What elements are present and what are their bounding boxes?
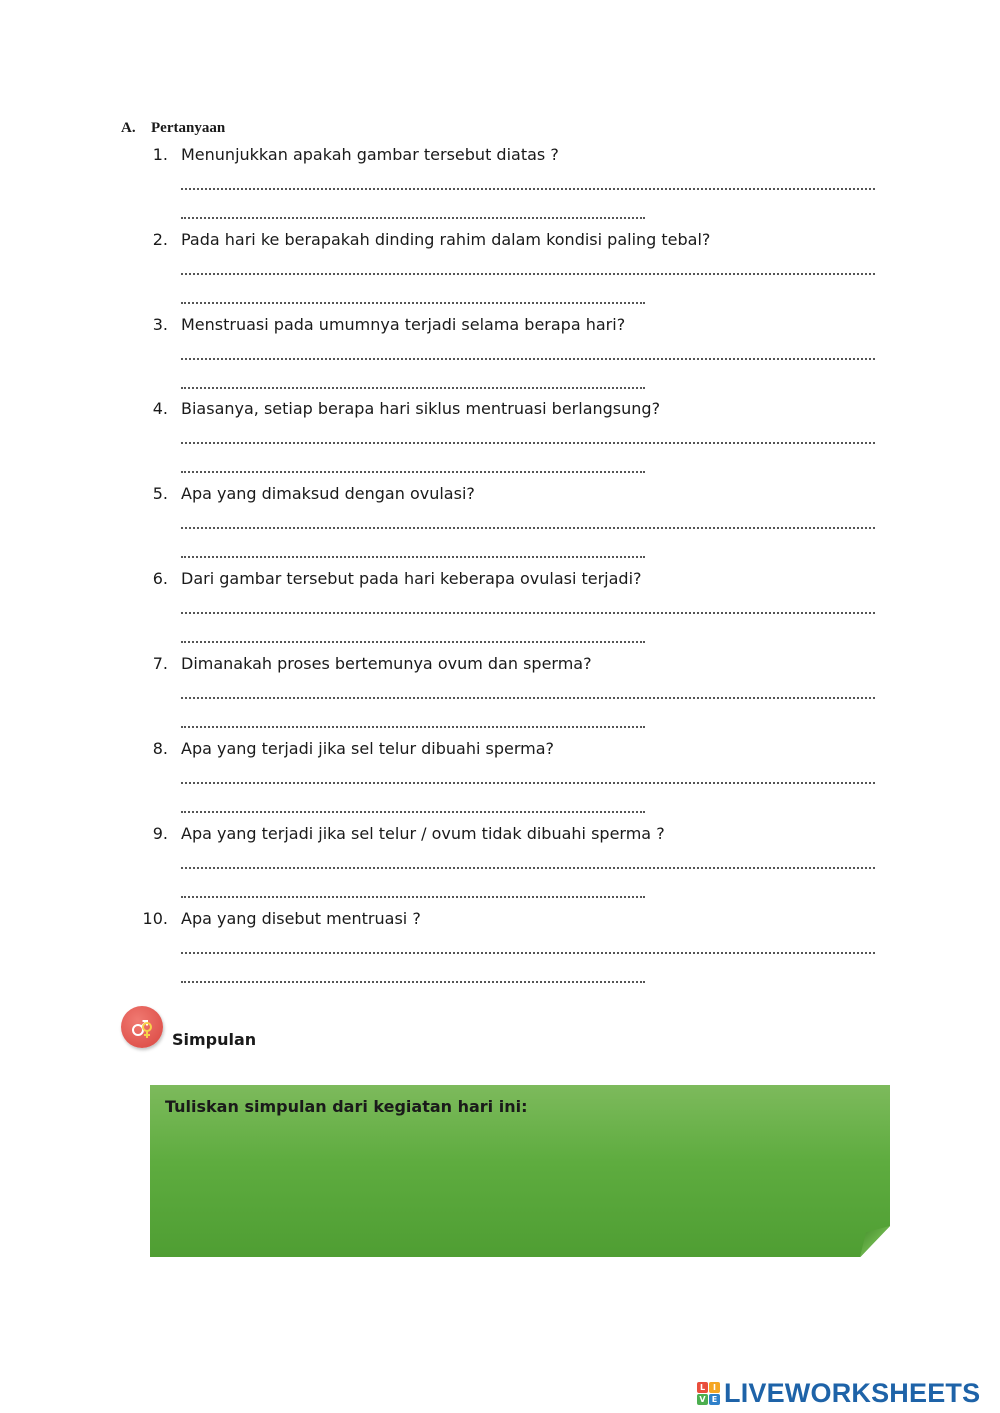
question-text: Apa yang dimaksud dengan ovulasi? — [181, 484, 475, 503]
question-number: 1. — [152, 145, 168, 164]
question-text: Dimanakah proses bertemunya ovum dan sperma? — [181, 654, 592, 673]
question-4 — [140, 398, 880, 483]
simpulan-prompt: Tuliskan simpulan dari kegiatan hari ini: — [165, 1097, 528, 1116]
answer-line-2[interactable] — [181, 811, 645, 813]
gender-symbols-icon — [121, 1006, 163, 1048]
answer-line-2[interactable] — [181, 387, 645, 389]
liveworksheets-logo-icon — [697, 1382, 720, 1405]
question-number: 5. — [152, 484, 168, 503]
question-text: Apa yang disebut mentruasi ? — [181, 909, 421, 928]
answer-line-1[interactable] — [181, 273, 875, 275]
question-5 — [140, 483, 880, 568]
section-title: Pertanyaan — [151, 120, 226, 136]
question-text: Pada hari ke berapakah dinding rahim dalam kondisi paling tebal? — [181, 230, 711, 249]
question-number: 8. — [152, 739, 168, 758]
question-1 — [140, 144, 880, 229]
answer-line-1[interactable] — [181, 188, 875, 190]
answer-line-2[interactable] — [181, 302, 645, 304]
logo-letter-v: V — [697, 1394, 708, 1405]
section-letter: A. — [121, 120, 136, 136]
simpulan-title: Simpulan — [172, 1030, 257, 1049]
answer-line-1[interactable] — [181, 358, 875, 360]
question-number: 9. — [152, 824, 168, 843]
answer-line-2[interactable] — [181, 217, 645, 219]
question-2 — [140, 229, 880, 314]
brand-name: LIVEWORKSHEETS — [724, 1377, 981, 1408]
answer-line-1[interactable] — [181, 527, 875, 529]
question-8 — [140, 738, 880, 823]
question-number: 2. — [152, 230, 168, 249]
liveworksheets-brand — [697, 1378, 980, 1408]
logo-letter-i: I — [709, 1382, 720, 1393]
question-number: 7. — [152, 654, 168, 673]
question-number: 10. — [142, 909, 168, 928]
question-9 — [140, 823, 880, 908]
answer-line-2[interactable] — [181, 641, 645, 643]
answer-line-2[interactable] — [181, 896, 645, 898]
section-heading — [121, 120, 225, 137]
answer-line-2[interactable] — [181, 556, 645, 558]
question-text: Menstruasi pada umumnya terjadi selama berapa hari? — [181, 315, 626, 334]
logo-letter-e: E — [709, 1394, 720, 1405]
question-7 — [140, 653, 880, 738]
answer-line-2[interactable] — [181, 981, 645, 983]
question-10 — [140, 908, 880, 993]
answer-line-2[interactable] — [181, 726, 645, 728]
question-text: Biasanya, setiap berapa hari siklus mentruasi berlangsung? — [181, 399, 661, 418]
question-text: Menunjukkan apakah gambar tersebut diatas ? — [181, 145, 559, 164]
answer-line-1[interactable] — [181, 612, 875, 614]
logo-letter-l: L — [697, 1382, 708, 1393]
answer-line-1[interactable] — [181, 867, 875, 869]
question-text: Dari gambar tersebut pada hari keberapa ovulasi terjadi? — [181, 569, 642, 588]
answer-line-2[interactable] — [181, 471, 645, 473]
answer-line-1[interactable] — [181, 442, 875, 444]
answer-line-1[interactable] — [181, 952, 875, 954]
question-6 — [140, 568, 880, 653]
question-text: Apa yang terjadi jika sel telur / ovum tidak dibuahi sperma ? — [181, 824, 665, 843]
question-3 — [140, 314, 880, 399]
question-number: 6. — [152, 569, 168, 588]
question-text: Apa yang terjadi jika sel telur dibuahi sperma? — [181, 739, 555, 758]
answer-line-1[interactable] — [181, 697, 875, 699]
answer-line-1[interactable] — [181, 782, 875, 784]
question-number: 4. — [152, 399, 168, 418]
question-number: 3. — [152, 315, 168, 334]
